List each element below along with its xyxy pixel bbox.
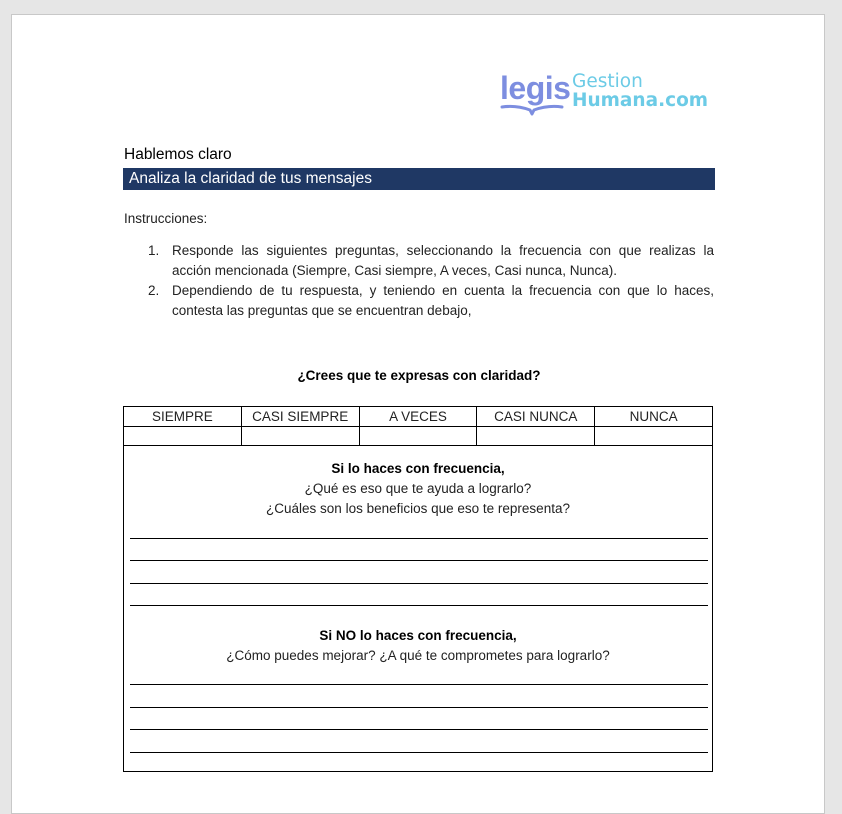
document-page (11, 14, 825, 814)
answer-cell-nunca[interactable] (595, 427, 713, 446)
logo-line2: Humana.com (572, 90, 709, 111)
answer-cell-casi-nunca[interactable] (477, 427, 595, 446)
main-question: ¿Crees que te expresas con claridad? (297, 368, 541, 383)
instruction-text: Responde las siguientes preguntas, seleccionando la frecuencia con que realizas la acción mencionada (Siempre, Casi siempre, A veces, Casi nunca, Nunca). (172, 243, 714, 278)
no-block-header (124, 626, 712, 666)
answer-line[interactable] (130, 583, 708, 584)
logo-line1: Gestion (572, 71, 643, 92)
section-banner: Analiza la claridad de tus mensajes (123, 168, 715, 190)
frequency-answer-row (124, 427, 713, 446)
logo-brand-text: legis (500, 70, 571, 106)
yes-block-header (124, 459, 712, 519)
document-title: Hablemos claro (124, 146, 232, 163)
header-nunca: NUNCA (595, 407, 713, 427)
answer-line[interactable] (130, 729, 708, 730)
frequency-header-row (124, 407, 713, 427)
instruction-item (124, 281, 714, 321)
instruction-number: 2. (148, 283, 160, 298)
instructions-label: Instrucciones: (124, 211, 208, 226)
answer-cell-a-veces[interactable] (359, 427, 477, 446)
instructions-list (124, 241, 714, 321)
yes-block-question-1: ¿Qué es eso que te ayuda a lograrlo? (304, 481, 532, 496)
answer-cell-casi-siempre[interactable] (241, 427, 359, 446)
answer-box (123, 446, 713, 772)
header-casi-nunca: CASI NUNCA (477, 407, 595, 427)
frequency-table (123, 406, 713, 446)
answer-line[interactable] (130, 560, 708, 561)
yes-block-heading: Si lo haces con frecuencia, (331, 461, 505, 476)
open-book-icon (500, 104, 564, 116)
header-a-veces: A VECES (359, 407, 477, 427)
answer-cell-siempre[interactable] (124, 427, 242, 446)
answer-line[interactable] (130, 684, 708, 685)
legis-logo (500, 70, 571, 117)
answer-line[interactable] (130, 605, 708, 606)
instruction-number: 1. (148, 243, 160, 258)
legis-gestion-humana-logo (500, 71, 708, 119)
gestion-humana-wordmark (572, 72, 708, 110)
answer-line[interactable] (130, 707, 708, 708)
instruction-text: Dependiendo de tu respuesta, y teniendo en cuenta la frecuencia con que lo haces, contesta las preguntas que se encuentran debajo, (172, 283, 714, 318)
instruction-item (124, 241, 714, 281)
answer-line[interactable] (130, 752, 708, 753)
no-block-question-1: ¿Cómo puedes mejorar? ¿A qué te comprometes para lograrlo? (226, 648, 610, 663)
answer-line[interactable] (130, 538, 708, 539)
header-siempre: SIEMPRE (124, 407, 242, 427)
header-casi-siempre: CASI SIEMPRE (241, 407, 359, 427)
yes-block-question-2: ¿Cuáles son los beneficios que eso te representa? (266, 501, 570, 516)
no-block-heading: Si NO lo haces con frecuencia, (319, 628, 517, 643)
